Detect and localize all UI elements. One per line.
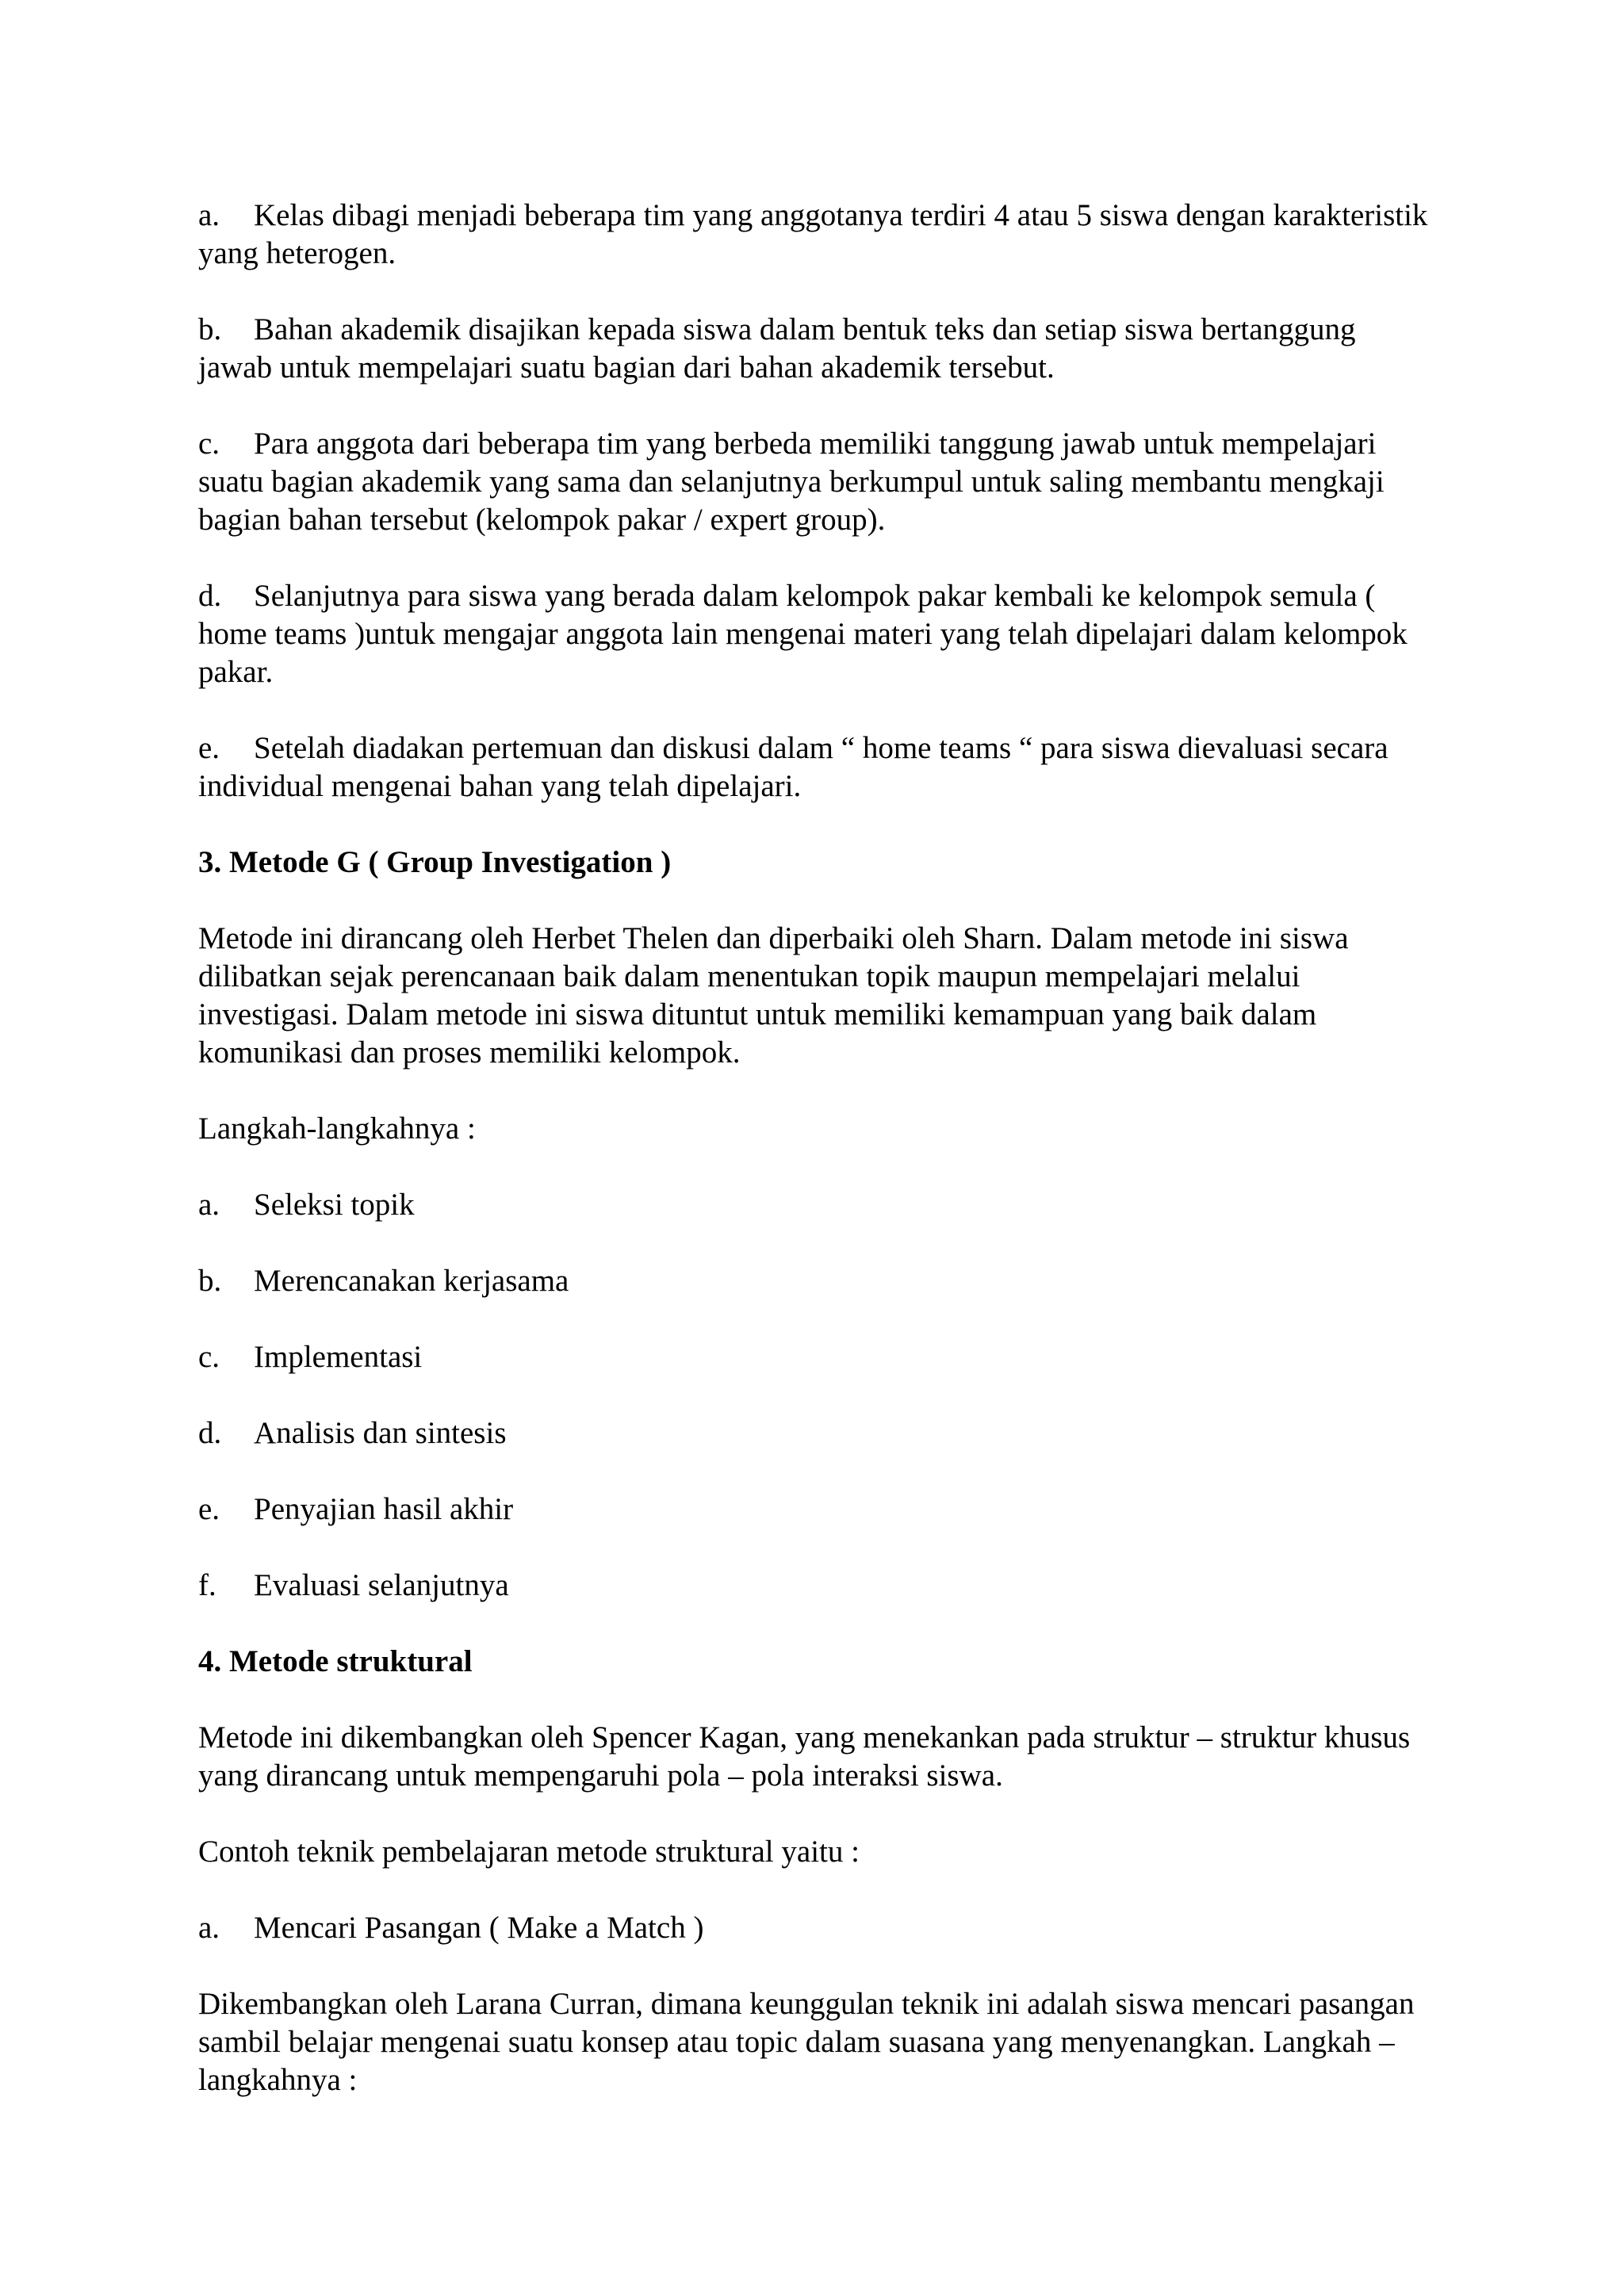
step-label: f.	[198, 1568, 216, 1602]
item-label: b.	[198, 312, 222, 346]
section4-paragraph: Metode ini dikembangkan oleh Spencer Kagan, yang menekankan pada struktur – struktur khusus yang dirancang untuk mempengaruhi pola – pola interaksi siswa.	[198, 1720, 1411, 1793]
step-text: Penyajian hasil akhir	[254, 1492, 514, 1526]
intro-item-e	[198, 729, 1435, 806]
item-text: Selanjutnya para siswa yang berada dalam kelompok pakar kembali ke kelompok semula ( home teams )untuk mengajar anggota lain mengenai materi yang telah dipelajari dalam kelompok pakar.	[198, 579, 1408, 689]
step-text: Implementasi	[254, 1340, 423, 1374]
step-text: Seleksi topik	[254, 1188, 415, 1222]
step-label: b.	[198, 1264, 222, 1298]
document-body	[198, 197, 1435, 2137]
section4-examples-intro: Contoh teknik pembelajaran metode struktural yaitu :	[198, 1835, 860, 1869]
item-label: d.	[198, 579, 222, 613]
section3-heading: 3. Metode G ( Group Investigation )	[198, 845, 672, 879]
item-text: Bahan akademik disajikan kepada siswa dalam bentuk teks dan setiap siswa bertanggung jawab untuk mempelajari suatu bagian dari bahan akademik tersebut.	[198, 312, 1356, 385]
example-a	[198, 1909, 1435, 1947]
item-label: c.	[198, 427, 220, 461]
intro-item-d	[198, 577, 1435, 691]
step-label: c.	[198, 1340, 220, 1374]
step-text: Evaluasi selanjutnya	[254, 1568, 509, 1602]
step-c	[198, 1338, 1435, 1376]
step-label: a.	[198, 1188, 220, 1222]
step-a	[198, 1186, 1435, 1224]
intro-item-a	[198, 197, 1435, 273]
step-b	[198, 1262, 1435, 1300]
item-text: Kelas dibagi menjadi beberapa tim yang anggotanya terdiri 4 atau 5 siswa dengan karakteristik yang heterogen.	[198, 198, 1428, 270]
step-text: Analisis dan sintesis	[254, 1416, 507, 1450]
section3-steps-intro: Langkah-langkahnya :	[198, 1112, 476, 1146]
step-text: Merencanakan kerjasama	[254, 1264, 569, 1298]
section4-heading: 4. Metode struktural	[198, 1644, 473, 1678]
step-f	[198, 1567, 1435, 1605]
step-label: d.	[198, 1416, 222, 1450]
intro-item-c	[198, 425, 1435, 539]
step-label: e.	[198, 1492, 220, 1526]
intro-item-b	[198, 311, 1435, 387]
item-text: Para anggota dari beberapa tim yang berbeda memiliki tanggung jawab untuk mempelajari suatu bagian akademik yang sama dan selanjutnya berkumpul untuk saling membantu mengkaji bagian bahan tersebut (kelompok pakar / expert group).	[198, 427, 1385, 537]
step-e	[198, 1490, 1435, 1529]
item-text: Setelah diadakan pertemuan dan diskusi dalam “ home teams “ para siswa dievaluasi secara individual mengenai bahan yang telah dipelajari.	[198, 731, 1388, 803]
example-a-paragraph: Dikembangkan oleh Larana Curran, dimana keunggulan teknik ini adalah siswa mencari pasangan sambil belajar mengenai suatu konsep atau topic dalam suasana yang menyenangkan. Langkah – langkahnya :	[198, 1987, 1415, 2097]
example-text: Mencari Pasangan ( Make a Match )	[254, 1911, 704, 1945]
step-d	[198, 1414, 1435, 1452]
example-label: a.	[198, 1911, 220, 1945]
section3-paragraph: Metode ini dirancang oleh Herbet Thelen dan diperbaiki oleh Sharn. Dalam metode ini siswa dilibatkan sejak perencanaan baik dalam menentukan topik maupun mempelajari melalui investigasi. Dalam metode ini siswa dituntut untuk memiliki kemampuan yang baik dalam komunikasi dan proses memiliki kelompok.	[198, 921, 1349, 1070]
item-label: a.	[198, 198, 220, 232]
item-label: e.	[198, 731, 220, 765]
